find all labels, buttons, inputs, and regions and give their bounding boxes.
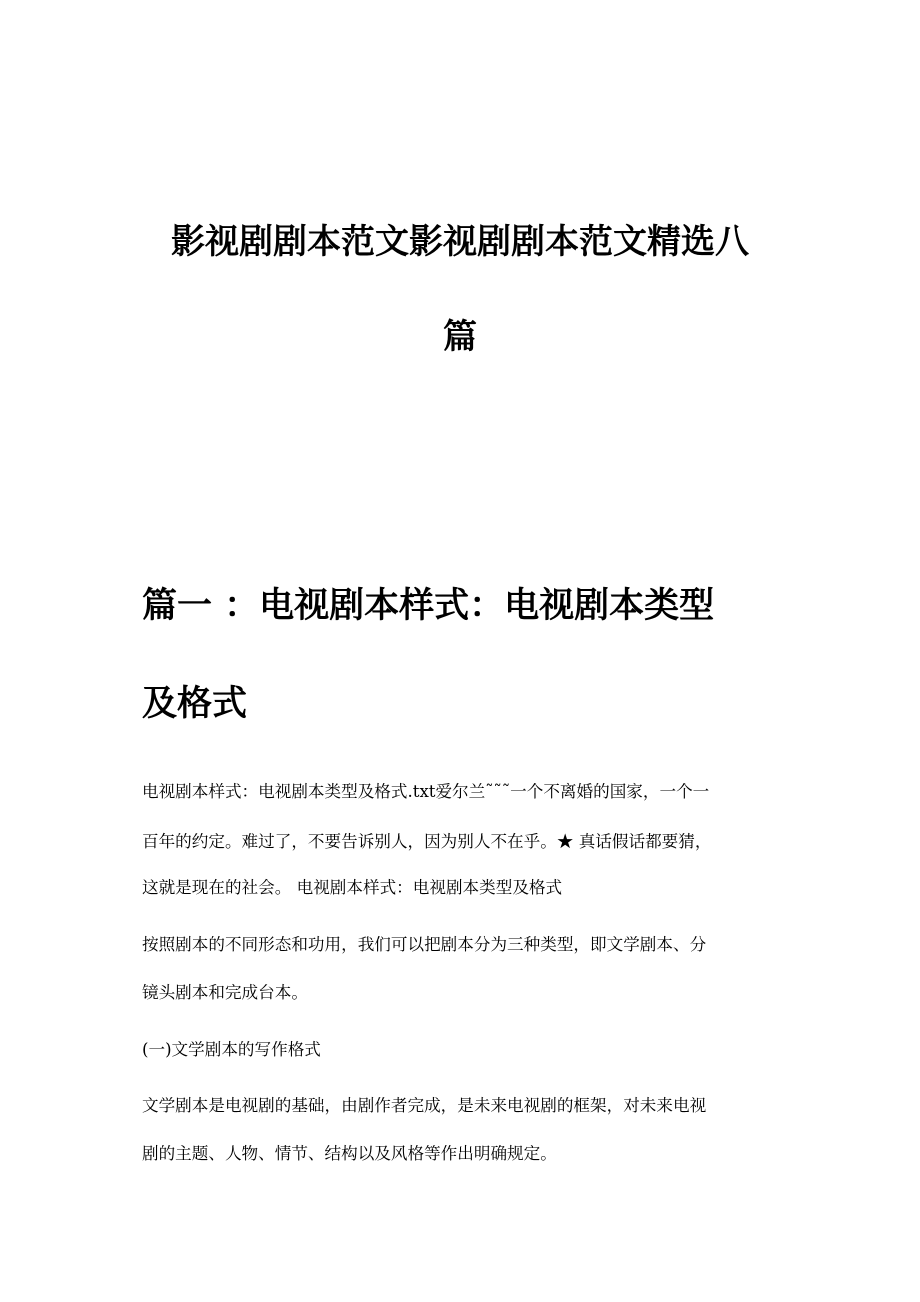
- section-heading-line-1: 篇一 ：电视剧本样式：电视剧本类型: [142, 585, 715, 626]
- body-text-line-1: 电视剧本样式：电视剧本类型及格式.txt爱尔兰˜˜˜一个不离婚的国家，一个一: [142, 782, 710, 801]
- body-text-line-4: 按照剧本的不同形态和功用，我们可以把剧本分为三种类型，即文学剧本、分: [142, 935, 707, 954]
- body-text-line-2: 百年的约定。难过了，不要告诉别人，因为别人不在乎。★ 真话假话都要猜，: [142, 832, 712, 851]
- body-text-line-3: 这就是现在的社会。 电视剧本样式：电视剧本类型及格式: [142, 878, 563, 897]
- body-text-line-6: (一)文学剧本的写作格式: [142, 1040, 321, 1059]
- body-text-line-8: 剧的主题、人物、情节、结构以及风格等作出明确规定。: [142, 1144, 557, 1163]
- document-title-line-2: 篇: [443, 317, 477, 357]
- body-text-line-7: 文学剧本是电视剧的基础，由剧作者完成，是未来电视剧的框架，对未来电视: [142, 1096, 707, 1115]
- document-title-line-1: 影视剧剧本范文影视剧剧本范文精选八: [171, 222, 749, 262]
- body-text-line-5: 镜头剧本和完成台本。: [142, 983, 308, 1002]
- section-heading-line-2: 及格式: [142, 683, 248, 724]
